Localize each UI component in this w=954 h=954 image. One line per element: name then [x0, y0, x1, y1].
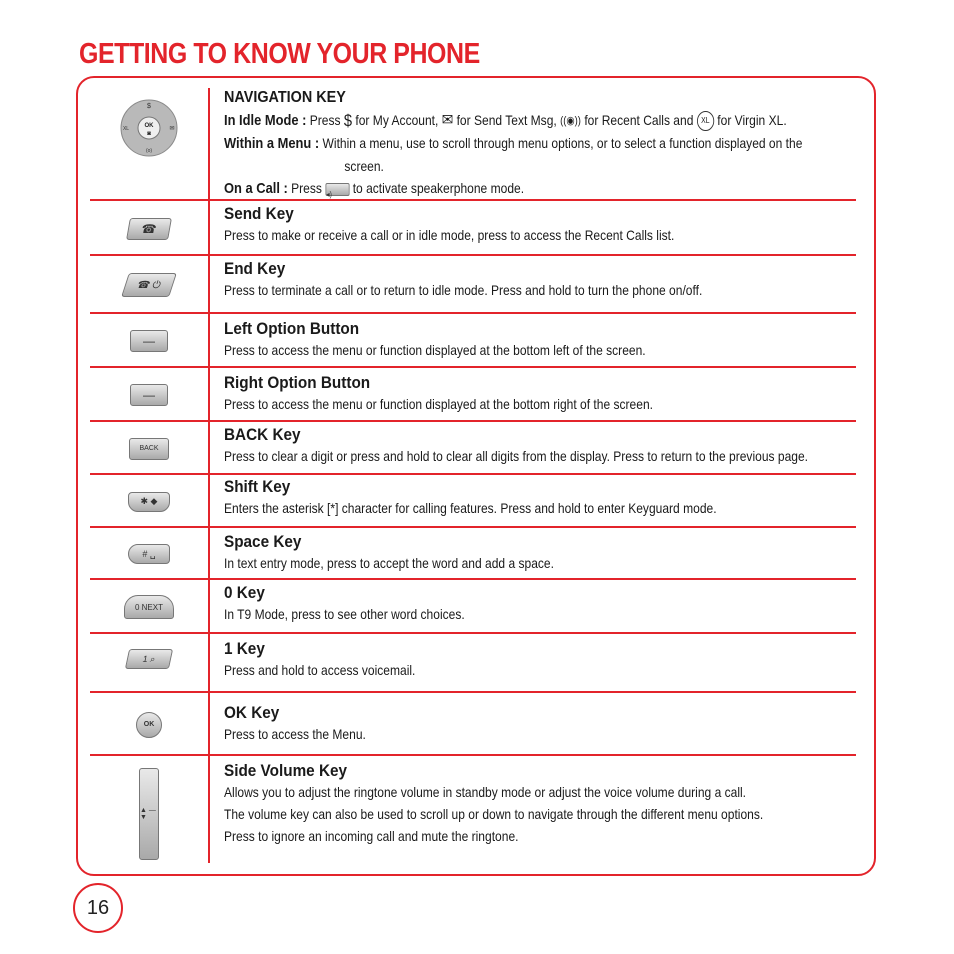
shift-key-icon: ✱ ◆: [128, 492, 170, 512]
row-send-key: [90, 201, 856, 256]
svg-text:◙: ◙: [147, 131, 151, 137]
row-ok-key: [90, 693, 856, 756]
text-message-icon: ✉: [441, 112, 454, 130]
back-key-icon: BACK: [129, 438, 169, 460]
row-title: BACK Key: [224, 425, 301, 444]
left-option-key-icon: —: [130, 330, 168, 352]
space-key-icon: # ␣: [128, 544, 170, 564]
navigation-key-icon: [90, 100, 208, 156]
row-space-key: [90, 528, 856, 580]
row-one-key: [90, 634, 856, 693]
within-menu-line-2: screen.: [344, 158, 384, 175]
page-title: GETTING TO KNOW YOUR PHONE: [79, 38, 480, 70]
row-right-option: [90, 368, 856, 422]
row-description: Enters the asterisk [*] character for calling features. Press and hold to enter Keyguard mode.: [224, 500, 717, 516]
row-side-volume-key: [90, 756, 856, 864]
navigation-key-heading: NAVIGATION KEY: [224, 89, 346, 106]
row-shift-key: [90, 475, 856, 528]
row-description: Press to terminate a call or to return to idle mode. Press and hold to turn the phone on/off.: [224, 282, 703, 298]
row-back-key: [90, 422, 856, 475]
row-left-option: [90, 314, 856, 368]
row-title: End Key: [224, 259, 286, 278]
row-description: Press to access the menu or function displayed at the bottom right of the screen.: [224, 396, 653, 412]
speaker-key-icon: ◂): [325, 183, 349, 196]
page-number: 16: [73, 883, 123, 933]
row-title: Left Option Button: [224, 319, 360, 338]
recent-calls-icon: ((◉)): [560, 115, 581, 128]
within-menu-line: Within a Menu : Within a menu, use to scroll through menu options, or to select a function displayed on the: [224, 135, 803, 153]
row-end-key: [90, 256, 856, 314]
row-title: Shift Key: [224, 477, 291, 496]
svg-text:XL: XL: [122, 126, 130, 132]
svg-text:OK: OK: [144, 123, 154, 129]
row-title: Side Volume Key: [224, 761, 348, 780]
row-description: Press to make or receive a call or in idle mode, press to access the Recent Calls list.: [224, 227, 675, 243]
row-title: Space Key: [224, 532, 302, 551]
side-volume-key-icon: ▲ — ▼: [139, 768, 159, 860]
send-key-icon: ☎: [126, 218, 172, 240]
svg-text:(o): (o): [145, 148, 153, 154]
on-call-line: On a Call : Press ◂) to activate speakerphone mode.: [224, 180, 525, 200]
row-description: In text entry mode, press to accept the word and add a space.: [224, 555, 554, 571]
virgin-xl-icon: XL: [697, 111, 714, 131]
row-navigation-key: [90, 86, 856, 201]
right-option-key-icon: —: [130, 384, 168, 406]
row-zero-key: [90, 580, 856, 634]
account-icon: $: [343, 111, 353, 131]
row-description: Press to access the menu or function displayed at the bottom left of the screen.: [224, 342, 646, 358]
row-title: 1 Key: [224, 639, 265, 658]
zero-key-icon: 0 NEXT: [124, 595, 174, 619]
row-description: Press to clear a digit or press and hold to clear all digits from the display. Press to return to the previous page.: [224, 448, 809, 464]
row-title: OK Key: [224, 703, 280, 722]
svg-text:$: $: [147, 103, 151, 110]
row-description: In T9 Mode, press to see other word choices.: [224, 606, 465, 622]
row-description: The volume key can also be used to scroll up or down to navigate through the different menu options.: [224, 806, 764, 822]
row-description: Press and hold to access voicemail.: [224, 662, 416, 678]
row-title: Send Key: [224, 204, 294, 223]
row-description: Press to ignore an incoming call and mute the ringtone.: [224, 828, 519, 844]
end-key-icon: ☎ ⏻: [121, 273, 177, 297]
row-title: 0 Key: [224, 583, 265, 602]
one-key-icon: 1 ⌕: [125, 649, 173, 669]
idle-mode-line: In Idle Mode : Press $ for My Account, ✉ for Send Text Msg, ((◉)) for Recent Calls and XL for Virgin XL.: [224, 111, 787, 131]
row-title: Right Option Button: [224, 373, 371, 392]
svg-text:✉: ✉: [169, 126, 175, 132]
row-description: Press to access the Menu.: [224, 726, 366, 742]
row-description: Allows you to adjust the ringtone volume in standby mode or adjust the voice volume during a call.: [224, 784, 747, 800]
ok-key-icon: OK: [136, 712, 162, 738]
